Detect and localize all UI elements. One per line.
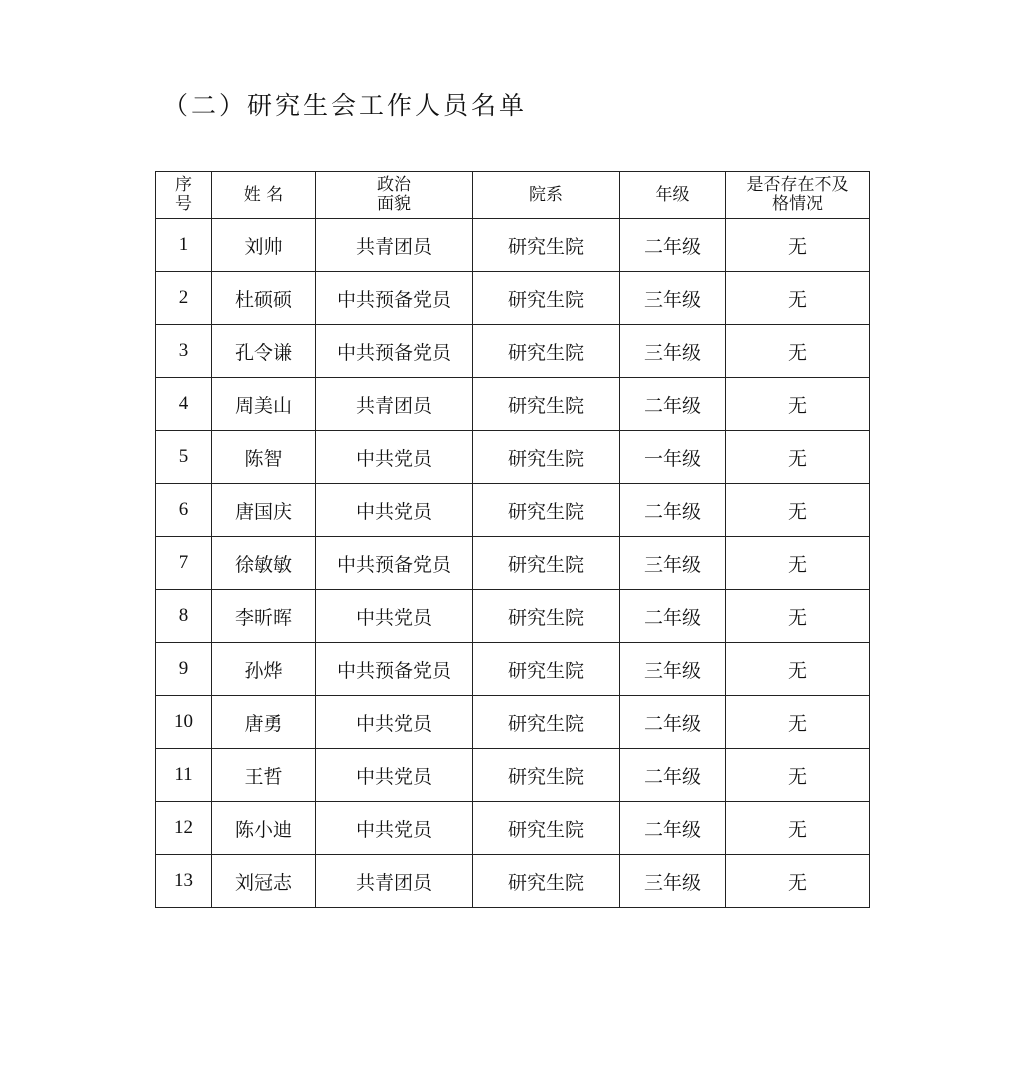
header-index-line-1: 序 (175, 175, 192, 195)
cell-failing-grades: 无 (726, 431, 870, 484)
header-index (156, 172, 212, 219)
header-political-status-line-2: 面貌 (377, 194, 411, 214)
cell-grade: 三年级 (620, 537, 726, 590)
table-row (156, 696, 870, 749)
cell-failing-grades: 无 (726, 378, 870, 431)
cell-department: 研究生院 (473, 431, 620, 484)
cell-index: 13 (156, 855, 212, 908)
header-name (212, 172, 316, 219)
table-row (156, 431, 870, 484)
cell-department: 研究生院 (473, 378, 620, 431)
table-row (156, 855, 870, 908)
cell-department: 研究生院 (473, 749, 620, 802)
cell-department: 研究生院 (473, 272, 620, 325)
header-grade (620, 172, 726, 219)
cell-failing-grades: 无 (726, 537, 870, 590)
cell-failing-grades: 无 (726, 484, 870, 537)
cell-name: 刘冠志 (212, 855, 316, 908)
cell-index: 8 (156, 590, 212, 643)
cell-political-status: 中共党员 (316, 590, 473, 643)
cell-department: 研究生院 (473, 219, 620, 272)
cell-index: 10 (156, 696, 212, 749)
cell-political-status: 共青团员 (316, 378, 473, 431)
table-row (156, 802, 870, 855)
cell-grade: 三年级 (620, 325, 726, 378)
cell-department: 研究生院 (473, 537, 620, 590)
cell-index: 6 (156, 484, 212, 537)
cell-name: 陈智 (212, 431, 316, 484)
table-row (156, 590, 870, 643)
cell-name: 刘帅 (212, 219, 316, 272)
header-department (473, 172, 620, 219)
cell-department: 研究生院 (473, 855, 620, 908)
cell-department: 研究生院 (473, 325, 620, 378)
cell-grade: 三年级 (620, 643, 726, 696)
cell-name: 王哲 (212, 749, 316, 802)
cell-grade: 二年级 (620, 696, 726, 749)
header-political-status-line-1: 政治 (377, 175, 411, 195)
cell-political-status: 中共党员 (316, 484, 473, 537)
cell-failing-grades: 无 (726, 272, 870, 325)
header-department-label: 院系 (529, 184, 563, 205)
cell-political-status: 中共预备党员 (316, 272, 473, 325)
document-title: （二）研究生会工作人员名单 (163, 91, 528, 120)
cell-political-status: 中共党员 (316, 431, 473, 484)
cell-political-status: 共青团员 (316, 855, 473, 908)
cell-index: 3 (156, 325, 212, 378)
header-name-label: 姓 名 (243, 184, 284, 205)
cell-department: 研究生院 (473, 802, 620, 855)
cell-political-status: 中共预备党员 (316, 325, 473, 378)
table-row (156, 537, 870, 590)
cell-name: 周美山 (212, 378, 316, 431)
cell-name: 杜硕硕 (212, 272, 316, 325)
header-index-line-2: 号 (175, 194, 192, 214)
cell-political-status: 中共党员 (316, 696, 473, 749)
cell-department: 研究生院 (473, 484, 620, 537)
cell-political-status: 中共预备党员 (316, 643, 473, 696)
cell-index: 12 (156, 802, 212, 855)
table-row (156, 643, 870, 696)
table-row (156, 484, 870, 537)
cell-political-status: 中共党员 (316, 749, 473, 802)
cell-grade: 二年级 (620, 219, 726, 272)
cell-failing-grades: 无 (726, 749, 870, 802)
cell-name: 徐敏敏 (212, 537, 316, 590)
cell-name: 唐勇 (212, 696, 316, 749)
header-failing-grades-line-2: 格情况 (772, 194, 823, 214)
cell-political-status: 共青团员 (316, 219, 473, 272)
table-body (156, 219, 870, 908)
header-failing-grades-line-1: 是否存在不及 (746, 175, 849, 195)
cell-index: 9 (156, 643, 212, 696)
cell-political-status: 中共党员 (316, 802, 473, 855)
cell-name: 孙烨 (212, 643, 316, 696)
cell-political-status: 中共预备党员 (316, 537, 473, 590)
cell-index: 11 (156, 749, 212, 802)
cell-grade: 二年级 (620, 378, 726, 431)
cell-name: 李昕晖 (212, 590, 316, 643)
table-header (156, 172, 870, 219)
header-grade-label: 年级 (655, 184, 690, 205)
cell-department: 研究生院 (473, 590, 620, 643)
cell-failing-grades: 无 (726, 590, 870, 643)
cell-failing-grades: 无 (726, 643, 870, 696)
cell-failing-grades: 无 (726, 325, 870, 378)
cell-grade: 二年级 (620, 749, 726, 802)
table-row (156, 378, 870, 431)
table-row (156, 219, 870, 272)
cell-grade: 二年级 (620, 590, 726, 643)
cell-failing-grades: 无 (726, 696, 870, 749)
cell-index: 7 (156, 537, 212, 590)
cell-name: 唐国庆 (212, 484, 316, 537)
cell-department: 研究生院 (473, 696, 620, 749)
cell-failing-grades: 无 (726, 855, 870, 908)
staff-roster-table (155, 171, 870, 908)
cell-grade: 二年级 (620, 802, 726, 855)
cell-index: 4 (156, 378, 212, 431)
header-row (156, 172, 870, 219)
table-row (156, 325, 870, 378)
cell-grade: 三年级 (620, 855, 726, 908)
cell-name: 孔令谦 (212, 325, 316, 378)
header-political-status (316, 172, 473, 219)
table-row (156, 272, 870, 325)
header-failing-grades (726, 172, 870, 219)
cell-index: 2 (156, 272, 212, 325)
cell-failing-grades: 无 (726, 802, 870, 855)
table-row (156, 749, 870, 802)
cell-index: 1 (156, 219, 212, 272)
cell-department: 研究生院 (473, 643, 620, 696)
cell-grade: 一年级 (620, 431, 726, 484)
cell-grade: 二年级 (620, 484, 726, 537)
cell-grade: 三年级 (620, 272, 726, 325)
cell-failing-grades: 无 (726, 219, 870, 272)
cell-index: 5 (156, 431, 212, 484)
cell-name: 陈小迪 (212, 802, 316, 855)
